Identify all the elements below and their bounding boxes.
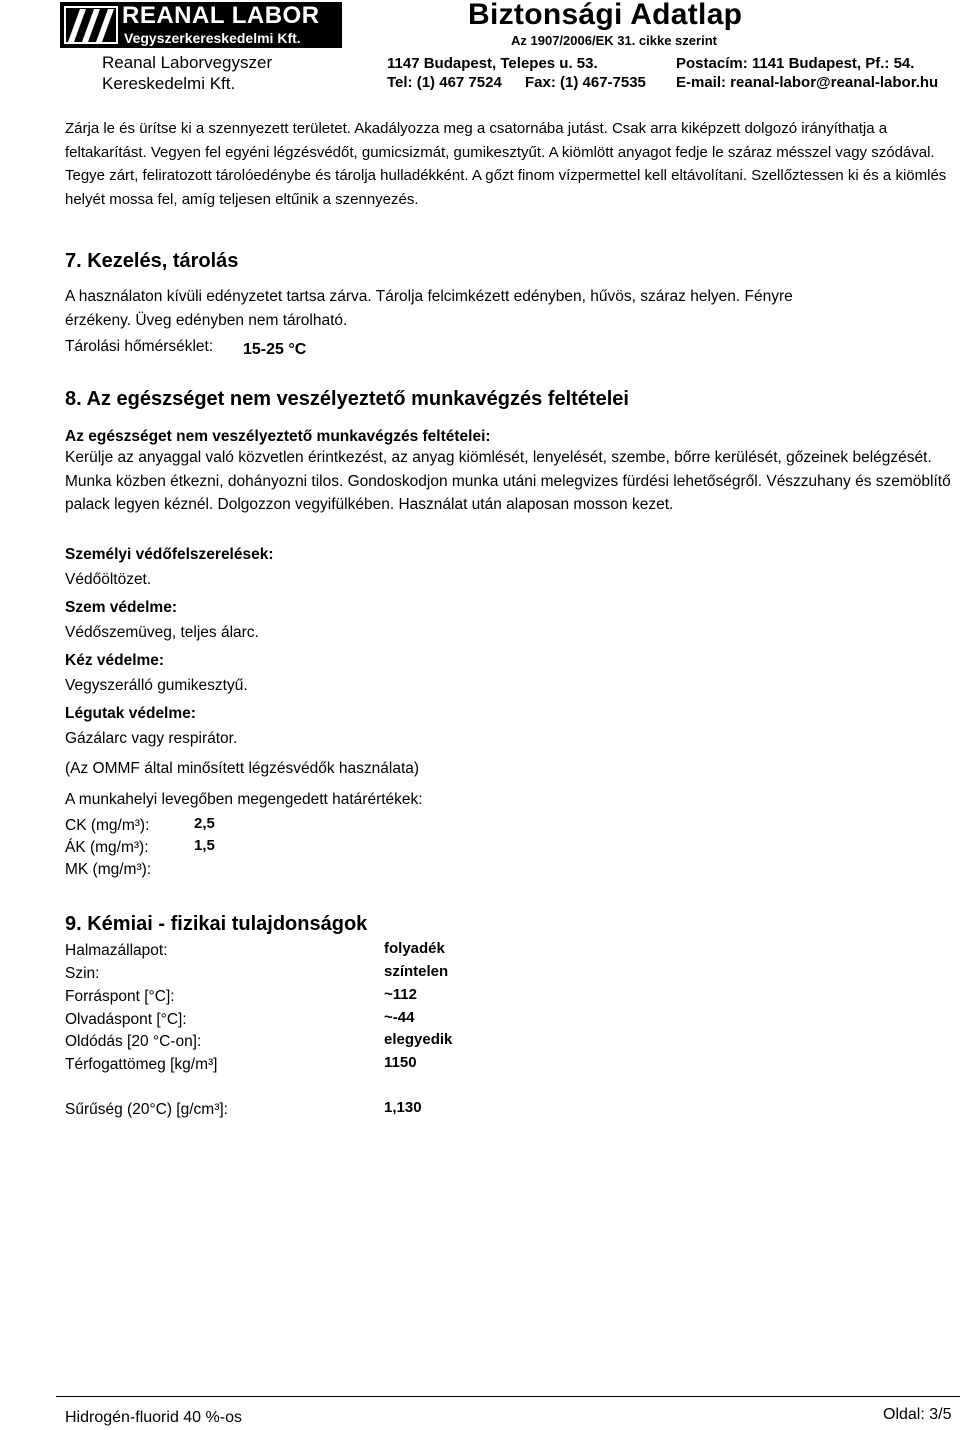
property-label: Térfogattömeg [kg/m³] — [65, 1056, 218, 1073]
exposure-control-text: Kerülje az anyaggal való közvetlen érintkezést, az anyag kiömlését, lenyelését, szembe, bőrre kerülését, gőzeinek belégzését. Munka közben étkezni, dohányozni tilos. Gondoskodjon munka utáni melegvizes fürdési lehetőségről. Vészzuhany és szemöblítő palack legyen kéznél. Dolgozzon vegyifülkében. Használat után alaposan mosson kezet. — [65, 449, 951, 514]
density-label: Sűrűség (20°C) [g/cm³]: — [65, 1101, 228, 1118]
property-value: elegyedik — [384, 1031, 453, 1048]
ppe-label: Személyi védőfelszerelések: — [65, 546, 274, 563]
footer-divider — [56, 1396, 960, 1397]
footer-page-number: Oldal: 3/5 — [883, 1406, 952, 1423]
respiratory-note: (Az OMMF által minősített légzésvédők használata) — [65, 760, 420, 777]
document-subtitle: Az 1907/2006/EK 31. cikke szerint — [511, 33, 717, 48]
postal-address: Postacím: 1141 Budapest, Pf.: 54. — [676, 55, 915, 72]
ak-label: ÁK (mg/m³): — [65, 839, 149, 856]
ppe-value: Védőöltözet. — [65, 571, 152, 588]
company-address: 1147 Budapest, Telepes u. 53. — [387, 55, 598, 72]
logo-title: REANAL LABOR — [122, 2, 320, 29]
eye-protection-value: Védőszemüveg, teljes álarc. — [65, 624, 259, 641]
email-address: E-mail: reanal-labor@reanal-labor.hu — [676, 74, 939, 91]
ck-value: 2,5 — [194, 815, 215, 832]
company-name-line2: Kereskedelmi Kft. — [102, 74, 236, 93]
phone-number: Tel: (1) 467 7524 — [387, 74, 502, 91]
property-value: színtelen — [384, 963, 449, 980]
hand-protection-label: Kéz védelme: — [65, 652, 165, 669]
storage-temp-label: Tárolási hőmérséklet: — [65, 338, 214, 355]
property-label: Oldódás [20 °C-on]: — [65, 1033, 202, 1050]
property-value: folyadék — [384, 940, 445, 957]
property-value: 1150 — [384, 1054, 417, 1071]
company-name-line1: Reanal Laborvegyszer — [102, 53, 273, 72]
respiratory-protection-value: Gázálarc vagy respirátor. — [65, 730, 238, 747]
company-logo — [60, 2, 342, 48]
density-value: 1,130 — [384, 1099, 422, 1116]
property-label: Forráspont [°C]: — [65, 988, 175, 1005]
section-9-heading: 9. Kémiai - fizikai tulajdonságok — [65, 913, 368, 935]
mk-label: MK (mg/m³): — [65, 861, 152, 878]
property-value: ~-44 — [384, 1009, 415, 1026]
hand-protection-value: Vegyszerálló gumikesztyű. — [65, 677, 248, 694]
exposure-limits-label: A munkahelyi levegőben megengedett határértékek: — [65, 791, 423, 808]
storage-text-line1: A használaton kívüli edényzetet tartsa zárva. Tárolja felcimkézett edényben, hűvös, száraz helyen. Fényre — [65, 288, 793, 305]
logo-subtitle: Vegyszerkereskedelmi Kft. — [124, 30, 301, 46]
ak-value: 1,5 — [194, 837, 215, 854]
document-title: Biztonsági Adatlap — [468, 0, 743, 31]
eye-protection-label: Szem védelme: — [65, 599, 177, 616]
section-7-heading: 7. Kezelés, tárolás — [65, 250, 239, 272]
property-label: Olvadáspont [°C]: — [65, 1011, 187, 1028]
company-name — [102, 52, 272, 94]
property-label: Szin: — [65, 965, 100, 982]
footer-product-name: Hidrogén-fluorid 40 %-os — [65, 1409, 242, 1426]
section-8-subheading: Az egészséget nem veszélyeztető munkavégzés feltételei: — [65, 428, 491, 445]
property-label: Halmazállapot: — [65, 942, 168, 959]
ck-label: CK (mg/m³): — [65, 817, 150, 834]
respiratory-protection-label: Légutak védelme: — [65, 705, 196, 722]
fax-number: Fax: (1) 467-7535 — [525, 74, 646, 91]
property-value: ~112 — [384, 986, 417, 1003]
logo-emblem-icon — [64, 6, 118, 44]
section-8-heading: 8. Az egészséget nem veszélyeztető munkavégzés feltételei — [65, 388, 629, 410]
storage-temp-value: 15-25 °C — [243, 341, 307, 358]
storage-text-line2: érzékeny. Üveg edényben nem tárolható. — [65, 312, 348, 329]
spill-procedure-text: Zárja le és ürítse ki a szennyezett területet. Akadályozza meg a csatornába jutást. Csak arra kiképzett dolgozó irányíthatja a feltakarítást. Vegyen fel egyéni légzésvédőt, gumicsizmát, gumikesztyűt. A kiömlött anyagot fedje le száraz mésszel vagy szódával. Tegye zárt, feliratozott tárolóedénybe és tárolja hulladékként. A gőzt finom vízpermettel kell eltávolítani. Szellőztessen ki és a kiömlés helyét mossa fel, amíg teljesen eltűnik a szennyezés. — [65, 120, 947, 209]
